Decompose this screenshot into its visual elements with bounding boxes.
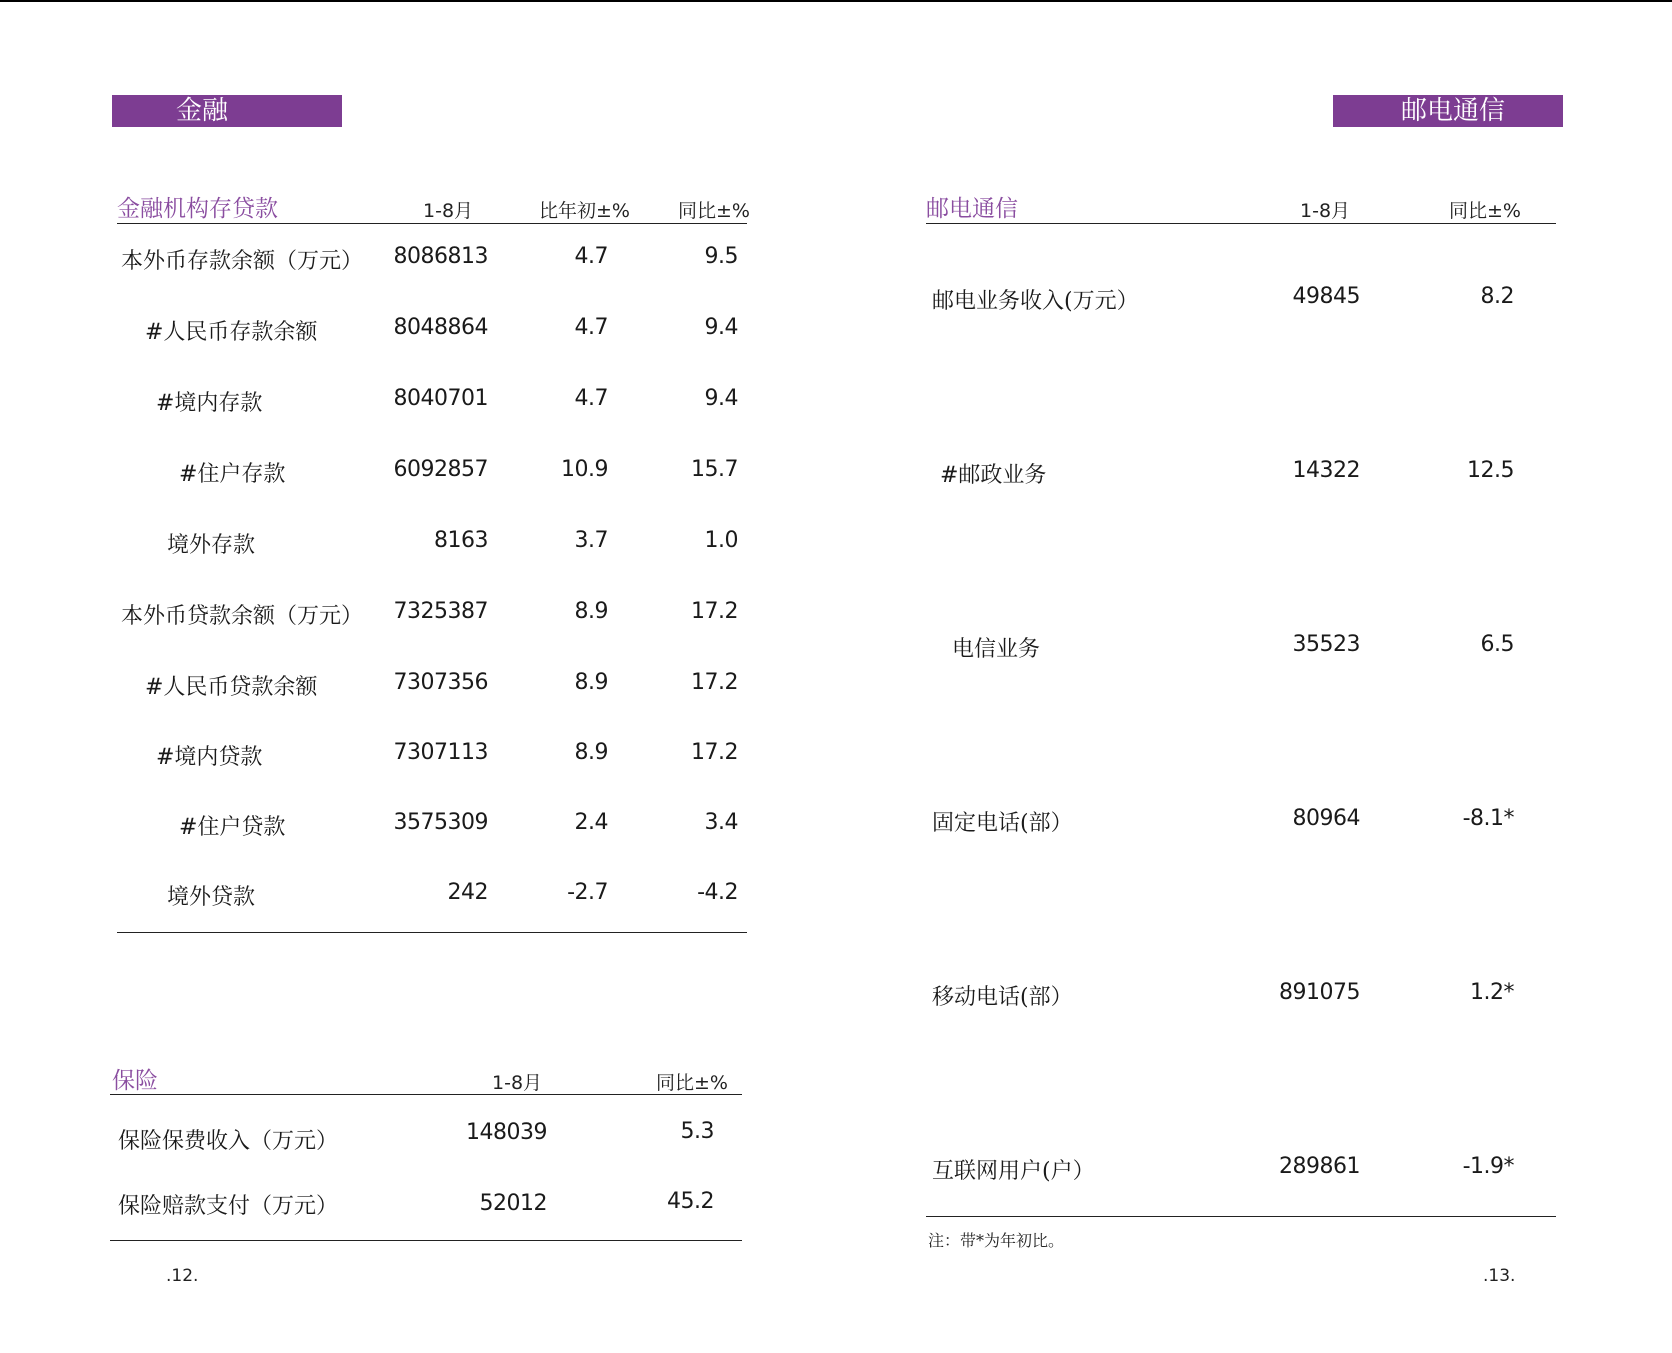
deposits-col-period: 1-8月 — [423, 200, 474, 222]
postal-col-period: 1-8月 — [1300, 200, 1351, 222]
table-row-ytd: 4.7 — [574, 386, 608, 411]
table-row-yoy: -1.9* — [1462, 1154, 1514, 1179]
insurance-header-rule — [110, 1094, 742, 1095]
table-row-yoy: 15.7 — [691, 457, 738, 482]
table-row-label: 保险赔款支付（万元） — [118, 1194, 339, 1219]
table-row-value: 242 — [447, 880, 488, 905]
insurance-col-period: 1-8月 — [492, 1072, 543, 1094]
table-row-value: 3575309 — [393, 810, 488, 835]
table-row-yoy: 9.4 — [704, 315, 738, 340]
page-number-left: .12. — [166, 1266, 199, 1286]
table-row-yoy: 17.2 — [691, 599, 738, 624]
table-row-label: 本外币贷款余额（万元） — [121, 604, 364, 629]
postal-table-title: 邮电通信 — [926, 196, 1018, 222]
table-row-yoy: 8.2 — [1480, 284, 1514, 309]
table-row-value: 14322 — [1292, 458, 1360, 483]
table-row-value: 49845 — [1292, 284, 1360, 309]
table-row-ytd: 8.9 — [574, 599, 608, 624]
table-row-yoy: 5.3 — [680, 1119, 714, 1144]
table-row-yoy: -8.1* — [1462, 806, 1514, 831]
table-row-label: 互联网用户(户） — [932, 1159, 1095, 1184]
footnote: 注：带*为年初比。 — [928, 1231, 1065, 1250]
table-row-yoy: 45.2 — [667, 1189, 714, 1214]
postal-col-yoy: 同比±% — [1449, 200, 1521, 222]
page-number-right: .13. — [1483, 1266, 1516, 1286]
table-row-value: 148039 — [466, 1120, 547, 1145]
table-row-value: 7307356 — [393, 670, 488, 695]
table-row-yoy: 12.5 — [1467, 458, 1514, 483]
table-row-value: 891075 — [1279, 980, 1360, 1005]
table-row-ytd: 10.9 — [561, 457, 608, 482]
insurance-table-title: 保险 — [112, 1068, 158, 1094]
table-row-label: #人民币存款余额 — [145, 320, 318, 345]
table-row-label: 保险保费收入（万元） — [118, 1129, 339, 1154]
table-row-yoy: 17.2 — [691, 740, 738, 765]
finance-banner: 金融 — [112, 95, 342, 127]
deposits-bottom-rule — [117, 932, 747, 933]
deposits-table-title: 金融机构存贷款 — [117, 196, 278, 222]
table-row-yoy: 6.5 — [1480, 632, 1514, 657]
top-border — [0, 0, 1672, 2]
table-row-value: 289861 — [1279, 1154, 1360, 1179]
table-row-label: #境内存款 — [156, 391, 263, 416]
table-row-value: 80964 — [1292, 806, 1360, 831]
table-row-label: #人民币贷款余额 — [145, 675, 318, 700]
table-row-label: 邮电业务收入(万元） — [932, 289, 1139, 314]
table-row-label: #住户贷款 — [179, 815, 286, 840]
table-row-ytd: 4.7 — [574, 315, 608, 340]
table-row-ytd: 2.4 — [574, 810, 608, 835]
table-row-value: 8163 — [434, 528, 488, 553]
deposits-col-ytd: 比年初±% — [539, 200, 630, 222]
table-row-label: 固定电话(部） — [932, 811, 1073, 836]
table-row-ytd: -2.7 — [567, 880, 608, 905]
table-row-value: 7307113 — [393, 740, 488, 765]
table-row-label: #邮政业务 — [940, 463, 1047, 488]
table-row-yoy: -4.2 — [697, 880, 738, 905]
table-row-label: 电信业务 — [952, 637, 1041, 662]
postal-bottom-rule — [926, 1216, 1556, 1217]
table-row-label: 境外贷款 — [167, 885, 256, 910]
table-row-label: #住户存款 — [179, 462, 286, 487]
table-row-ytd: 3.7 — [574, 528, 608, 553]
table-row-value: 7325387 — [393, 599, 488, 624]
table-row-label: 境外存款 — [167, 533, 256, 558]
table-row-value: 8040701 — [393, 386, 488, 411]
table-row-label: 本外币存款余额（万元） — [121, 249, 364, 274]
table-row-yoy: 1.2* — [1470, 980, 1514, 1005]
table-row-yoy: 17.2 — [691, 670, 738, 695]
postal-banner: 邮电通信 — [1333, 95, 1563, 127]
deposits-col-yoy: 同比±% — [678, 200, 750, 222]
table-row-value: 35523 — [1292, 632, 1360, 657]
deposits-header-rule — [117, 223, 747, 224]
postal-header-rule — [926, 223, 1556, 224]
table-row-yoy: 1.0 — [704, 528, 738, 553]
table-row-value: 52012 — [479, 1191, 547, 1216]
table-row-value: 8086813 — [393, 244, 488, 269]
table-row-label: #境内贷款 — [156, 745, 263, 770]
table-row-label: 移动电话(部） — [932, 985, 1073, 1010]
table-row-ytd: 8.9 — [574, 740, 608, 765]
table-row-ytd: 4.7 — [574, 244, 608, 269]
table-row-yoy: 3.4 — [704, 810, 738, 835]
table-row-yoy: 9.4 — [704, 386, 738, 411]
table-row-yoy: 9.5 — [704, 244, 738, 269]
table-row-value: 8048864 — [393, 315, 488, 340]
table-row-value: 6092857 — [393, 457, 488, 482]
insurance-col-yoy: 同比±% — [656, 1072, 728, 1094]
table-row-ytd: 8.9 — [574, 670, 608, 695]
insurance-bottom-rule — [110, 1240, 742, 1241]
